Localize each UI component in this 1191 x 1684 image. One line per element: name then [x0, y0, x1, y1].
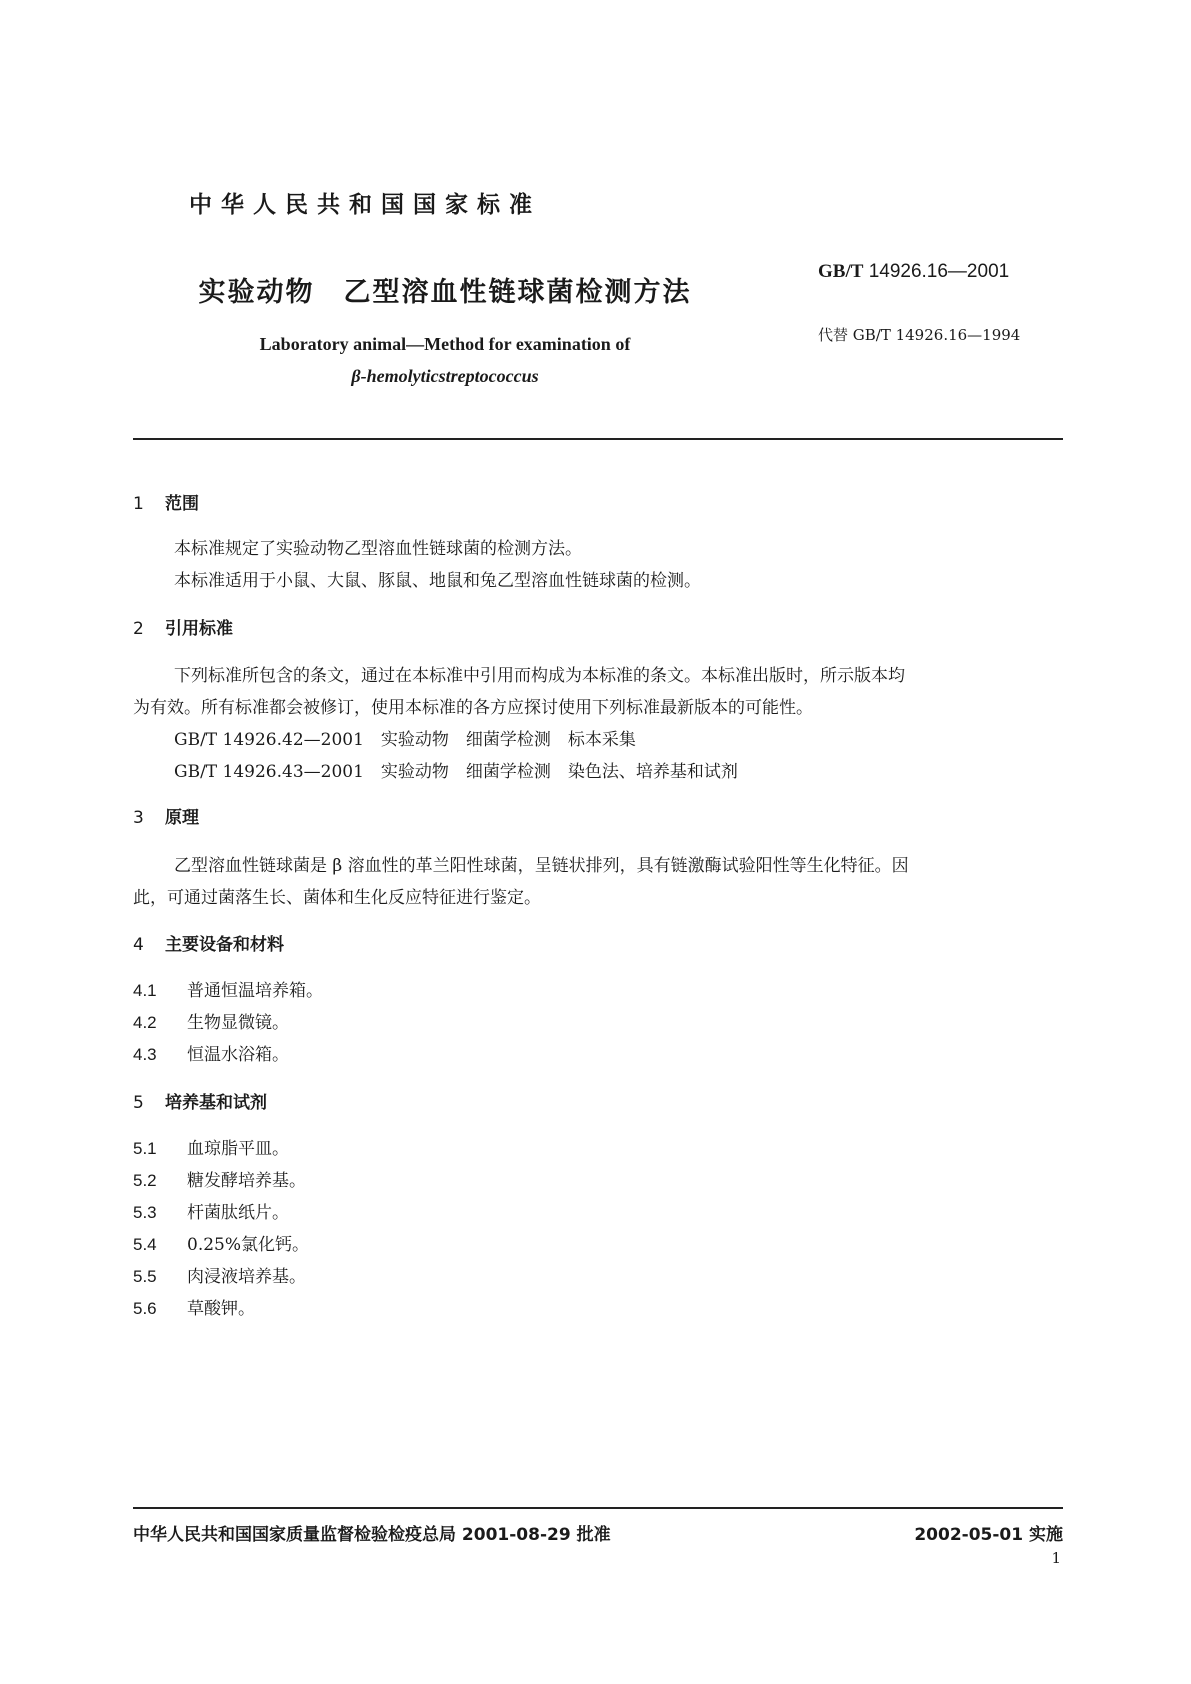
item-number: 4.2 — [133, 1013, 157, 1032]
section-number: 1 — [133, 494, 144, 514]
item-number: 5.6 — [133, 1299, 157, 1318]
reference-standard: GB/T 14926.42—2001 实验动物 细菌学检测 标本采集 — [174, 730, 636, 750]
list-item — [133, 1198, 289, 1223]
document-title-cn: 实验动物 乙型溶血性链球菌检测方法 — [198, 277, 692, 308]
item-text: 恒温水浴箱。 — [187, 1045, 289, 1065]
approval-info: 中华人民共和国国家质量监督检验检疫总局 2001-08-29 批准 — [133, 1525, 611, 1545]
list-item — [133, 1008, 289, 1033]
item-text: 糖发酵培养基。 — [187, 1171, 306, 1191]
section-1-heading — [133, 489, 199, 514]
list-item — [133, 1230, 309, 1255]
reference-standard: GB/T 14926.43—2001 实验动物 细菌学检测 染色法、培养基和试剂 — [174, 762, 738, 782]
paragraph: 本标准规定了实验动物乙型溶血性链球菌的检测方法。 — [174, 539, 582, 559]
item-number: 5.1 — [133, 1139, 157, 1158]
item-text: 0.25%氯化钙。 — [187, 1235, 310, 1255]
replaces-standard: 代替 GB/T 14926.16—1994 — [818, 326, 1021, 344]
item-text: 草酸钾。 — [187, 1299, 255, 1319]
national-standard-heading: 中华人民共和国国家标准 — [189, 192, 541, 218]
list-item — [133, 1262, 306, 1287]
list-item — [133, 1040, 289, 1065]
paragraph-continuation: 为有效。所有标准都会被修订，使用本标准的各方应探讨使用下列标准最新版本的可能性。 — [133, 698, 813, 718]
section-number: 2 — [133, 619, 144, 639]
section-title: 培养基和试剂 — [165, 1093, 267, 1113]
document-title-en-line2: β-hemolyticstreptococcus — [351, 366, 539, 386]
section-3-heading — [133, 803, 199, 828]
section-number: 3 — [133, 808, 144, 828]
item-number: 5.2 — [133, 1171, 157, 1190]
section-4-heading — [133, 930, 284, 955]
item-text: 普通恒温培养箱。 — [187, 981, 323, 1001]
section-2-heading — [133, 614, 233, 639]
page-number: 1 — [1051, 1549, 1061, 1567]
paragraph: 下列标准所包含的条文，通过在本标准中引用而构成为本标准的条文。本标准出版时，所示版本均 — [174, 666, 905, 686]
list-item — [133, 976, 323, 1001]
paragraph: 本标准适用于小鼠、大鼠、豚鼠、地鼠和兔乙型溶血性链球菌的检测。 — [174, 571, 701, 591]
standard-code — [818, 261, 1009, 283]
section-title: 范围 — [165, 494, 199, 514]
paragraph-continuation: 此，可通过菌落生长、菌体和生化反应特征进行鉴定。 — [133, 888, 541, 908]
list-item — [133, 1166, 306, 1191]
section-5-heading — [133, 1088, 267, 1113]
section-title: 引用标准 — [165, 619, 233, 639]
list-item — [133, 1134, 289, 1159]
item-text: 肉浸液培养基。 — [187, 1267, 306, 1287]
standard-number: 14926.16—2001 — [868, 261, 1010, 282]
item-number: 4.1 — [133, 981, 157, 1000]
section-title: 原理 — [165, 808, 199, 828]
item-text: 生物显微镜。 — [187, 1013, 289, 1033]
header-divider — [133, 438, 1063, 440]
item-number: 5.3 — [133, 1203, 157, 1222]
section-number: 4 — [133, 935, 144, 955]
implementation-date: 2002-05-01 实施 — [914, 1525, 1063, 1545]
item-text: 杆菌肽纸片。 — [187, 1203, 289, 1223]
standard-prefix: GB/T — [818, 261, 864, 282]
item-number: 5.4 — [133, 1235, 157, 1254]
footer-divider — [133, 1507, 1063, 1509]
section-number: 5 — [133, 1093, 144, 1113]
item-text: 血琼脂平皿。 — [187, 1139, 289, 1159]
document-title-en-line1: Laboratory animal—Method for examination of — [259, 334, 631, 354]
paragraph: 乙型溶血性链球菌是 β 溶血性的革兰阳性球菌，呈链状排列，具有链激酶试验阳性等生化特征。因 — [174, 856, 909, 876]
item-number: 4.3 — [133, 1045, 157, 1064]
item-number: 5.5 — [133, 1267, 157, 1286]
list-item — [133, 1294, 255, 1319]
section-title: 主要设备和材料 — [165, 935, 284, 955]
